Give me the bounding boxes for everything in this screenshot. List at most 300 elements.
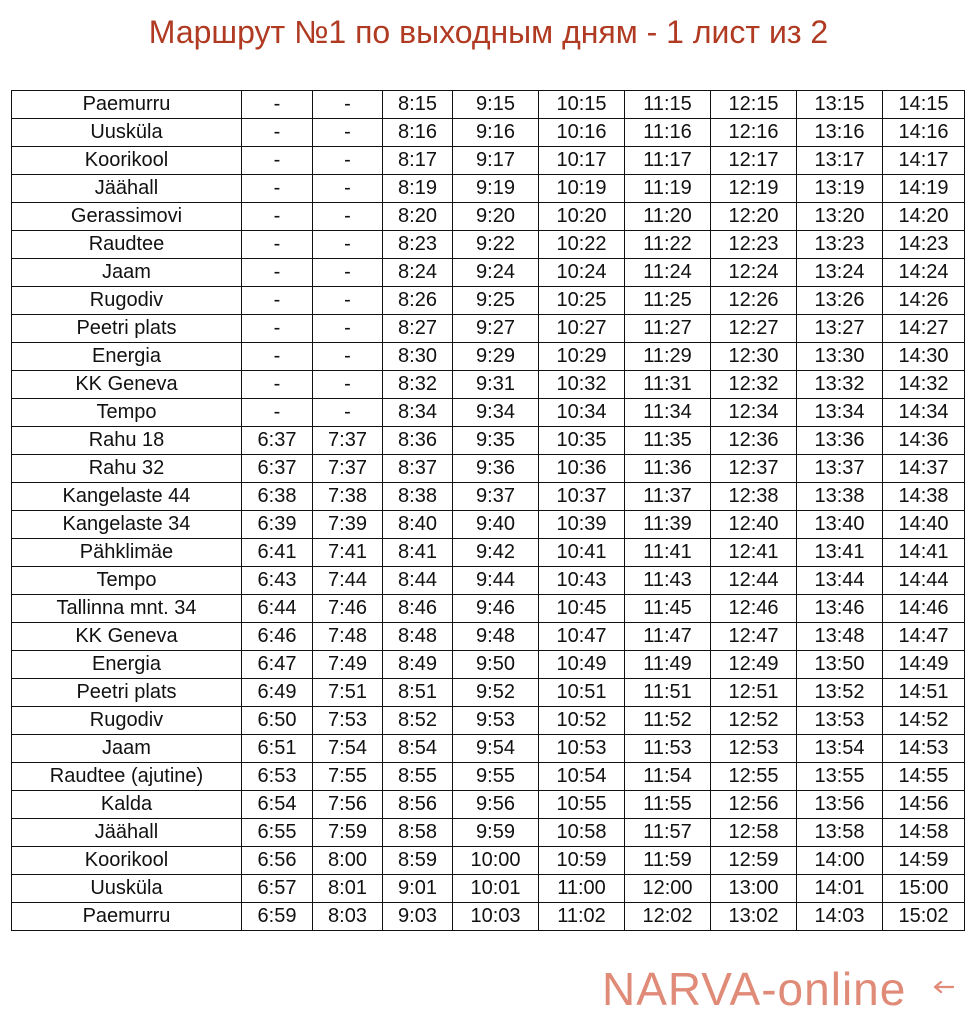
time-cell: 10:52 xyxy=(539,707,625,735)
time-cell: 13:52 xyxy=(797,679,883,707)
table-row xyxy=(12,231,965,259)
time-cell: 14:44 xyxy=(883,567,965,595)
table-row xyxy=(12,175,965,203)
time-cell: 13:37 xyxy=(797,455,883,483)
table-row xyxy=(12,371,965,399)
time-cell: 10:58 xyxy=(539,819,625,847)
time-cell: 9:48 xyxy=(453,623,539,651)
stop-name-cell: Koorikool xyxy=(12,847,242,875)
time-cell: 14:52 xyxy=(883,707,965,735)
time-cell: 12:27 xyxy=(711,315,797,343)
time-cell: 10:01 xyxy=(453,875,539,903)
time-cell: 12:37 xyxy=(711,455,797,483)
table-row xyxy=(12,287,965,315)
time-cell: 6:41 xyxy=(242,539,313,567)
time-cell: 14:26 xyxy=(883,287,965,315)
time-cell: 12:40 xyxy=(711,511,797,539)
time-cell: 8:52 xyxy=(383,707,453,735)
time-cell: 14:01 xyxy=(797,875,883,903)
time-cell: 12:34 xyxy=(711,399,797,427)
time-cell: 14:16 xyxy=(883,119,965,147)
time-cell: 13:55 xyxy=(797,763,883,791)
time-cell: 13:19 xyxy=(797,175,883,203)
time-cell: 14:38 xyxy=(883,483,965,511)
stop-name-cell: Paemurru xyxy=(12,91,242,119)
table-row xyxy=(12,875,965,903)
time-cell: 14:20 xyxy=(883,203,965,231)
time-cell: 11:54 xyxy=(625,763,711,791)
stop-name-cell: Tallinna mnt. 34 xyxy=(12,595,242,623)
time-cell: 11:27 xyxy=(625,315,711,343)
time-cell: 11:59 xyxy=(625,847,711,875)
time-cell: 9:25 xyxy=(453,287,539,315)
time-cell: 12:23 xyxy=(711,231,797,259)
time-cell: 8:01 xyxy=(313,875,383,903)
time-cell: 6:39 xyxy=(242,511,313,539)
time-cell: 7:55 xyxy=(313,763,383,791)
time-cell: 13:26 xyxy=(797,287,883,315)
time-cell: 10:17 xyxy=(539,147,625,175)
time-cell: 11:29 xyxy=(625,343,711,371)
time-cell: 10:36 xyxy=(539,455,625,483)
time-cell: - xyxy=(242,91,313,119)
stop-name-cell: Pähklimäe xyxy=(12,539,242,567)
time-cell: 11:24 xyxy=(625,259,711,287)
time-cell: 6:54 xyxy=(242,791,313,819)
time-cell: 9:59 xyxy=(453,819,539,847)
time-cell: 11:35 xyxy=(625,427,711,455)
stop-name-cell: Kangelaste 44 xyxy=(12,483,242,511)
time-cell: 10:59 xyxy=(539,847,625,875)
time-cell: 13:41 xyxy=(797,539,883,567)
time-cell: 6:37 xyxy=(242,427,313,455)
time-cell: 12:58 xyxy=(711,819,797,847)
time-cell: 9:50 xyxy=(453,651,539,679)
stop-name-cell: Uusküla xyxy=(12,875,242,903)
stop-name-cell: KK Geneva xyxy=(12,623,242,651)
time-cell: 11:34 xyxy=(625,399,711,427)
time-cell: 10:45 xyxy=(539,595,625,623)
time-cell: 10:43 xyxy=(539,567,625,595)
time-cell: 11:55 xyxy=(625,791,711,819)
table-row xyxy=(12,595,965,623)
time-cell: 11:19 xyxy=(625,175,711,203)
time-cell: 13:20 xyxy=(797,203,883,231)
time-cell: 13:16 xyxy=(797,119,883,147)
time-cell: 9:53 xyxy=(453,707,539,735)
table-row xyxy=(12,903,965,931)
time-cell: 6:55 xyxy=(242,819,313,847)
time-cell: 9:55 xyxy=(453,763,539,791)
time-cell: 14:59 xyxy=(883,847,965,875)
time-cell: 8:46 xyxy=(383,595,453,623)
time-cell: 6:43 xyxy=(242,567,313,595)
time-cell: 10:16 xyxy=(539,119,625,147)
time-cell: - xyxy=(313,91,383,119)
time-cell: 12:52 xyxy=(711,707,797,735)
time-cell: 8:16 xyxy=(383,119,453,147)
stop-name-cell: Peetri plats xyxy=(12,315,242,343)
time-cell: 12:46 xyxy=(711,595,797,623)
time-cell: 12:36 xyxy=(711,427,797,455)
time-cell: 12:15 xyxy=(711,91,797,119)
table-row xyxy=(12,91,965,119)
stop-name-cell: Rugodiv xyxy=(12,707,242,735)
time-cell: 10:51 xyxy=(539,679,625,707)
time-cell: 6:49 xyxy=(242,679,313,707)
time-cell: 11:43 xyxy=(625,567,711,595)
time-cell: 14:51 xyxy=(883,679,965,707)
time-cell: 14:46 xyxy=(883,595,965,623)
time-cell: 13:34 xyxy=(797,399,883,427)
table-row xyxy=(12,427,965,455)
time-cell: 13:54 xyxy=(797,735,883,763)
time-cell: 13:58 xyxy=(797,819,883,847)
time-cell: 8:49 xyxy=(383,651,453,679)
time-cell: 10:37 xyxy=(539,483,625,511)
time-cell: 8:38 xyxy=(383,483,453,511)
stop-name-cell: Uusküla xyxy=(12,119,242,147)
time-cell: 11:36 xyxy=(625,455,711,483)
time-cell: 6:37 xyxy=(242,455,313,483)
time-cell: 13:00 xyxy=(711,875,797,903)
time-cell: - xyxy=(242,399,313,427)
time-cell: 7:41 xyxy=(313,539,383,567)
table-row xyxy=(12,539,965,567)
stop-name-cell: Jäähall xyxy=(12,819,242,847)
table-row xyxy=(12,735,965,763)
table-row xyxy=(12,763,965,791)
time-cell: 14:19 xyxy=(883,175,965,203)
time-cell: - xyxy=(313,287,383,315)
stop-name-cell: Energia xyxy=(12,651,242,679)
time-cell: - xyxy=(242,315,313,343)
time-cell: 10:49 xyxy=(539,651,625,679)
table-row xyxy=(12,567,965,595)
time-cell: 7:46 xyxy=(313,595,383,623)
time-cell: 13:27 xyxy=(797,315,883,343)
time-cell: 11:02 xyxy=(539,903,625,931)
time-cell: 14:24 xyxy=(883,259,965,287)
table-row xyxy=(12,119,965,147)
time-cell: 14:15 xyxy=(883,91,965,119)
time-cell: 11:41 xyxy=(625,539,711,567)
time-cell: 13:15 xyxy=(797,91,883,119)
time-cell: 9:03 xyxy=(383,903,453,931)
schedule-table xyxy=(11,90,965,931)
table-row xyxy=(12,707,965,735)
time-cell: 14:27 xyxy=(883,315,965,343)
time-cell: 12:16 xyxy=(711,119,797,147)
time-cell: 8:40 xyxy=(383,511,453,539)
stop-name-cell: KK Geneva xyxy=(12,371,242,399)
time-cell: 12:26 xyxy=(711,287,797,315)
stop-name-cell: Tempo xyxy=(12,567,242,595)
table-row xyxy=(12,791,965,819)
time-cell: 14:56 xyxy=(883,791,965,819)
time-cell: 12:24 xyxy=(711,259,797,287)
time-cell: 11:17 xyxy=(625,147,711,175)
time-cell: 9:54 xyxy=(453,735,539,763)
time-cell: 10:22 xyxy=(539,231,625,259)
time-cell: 9:29 xyxy=(453,343,539,371)
time-cell: 8:03 xyxy=(313,903,383,931)
time-cell: 8:23 xyxy=(383,231,453,259)
time-cell: 14:53 xyxy=(883,735,965,763)
time-cell: 8:55 xyxy=(383,763,453,791)
time-cell: 14:41 xyxy=(883,539,965,567)
time-cell: 12:44 xyxy=(711,567,797,595)
time-cell: 10:39 xyxy=(539,511,625,539)
time-cell: - xyxy=(313,259,383,287)
time-cell: 6:50 xyxy=(242,707,313,735)
time-cell: 9:31 xyxy=(453,371,539,399)
time-cell: 14:55 xyxy=(883,763,965,791)
arrow-left-icon xyxy=(932,980,954,994)
time-cell: 8:24 xyxy=(383,259,453,287)
time-cell: - xyxy=(242,259,313,287)
time-cell: 13:36 xyxy=(797,427,883,455)
table-row xyxy=(12,651,965,679)
time-cell: - xyxy=(313,175,383,203)
time-cell: 10:54 xyxy=(539,763,625,791)
time-cell: 9:15 xyxy=(453,91,539,119)
time-cell: 9:17 xyxy=(453,147,539,175)
stop-name-cell: Energia xyxy=(12,343,242,371)
time-cell: 7:59 xyxy=(313,819,383,847)
time-cell: - xyxy=(242,175,313,203)
time-cell: 12:51 xyxy=(711,679,797,707)
time-cell: 10:53 xyxy=(539,735,625,763)
time-cell: 12:49 xyxy=(711,651,797,679)
time-cell: 8:19 xyxy=(383,175,453,203)
time-cell: 13:50 xyxy=(797,651,883,679)
stop-name-cell: Kangelaste 34 xyxy=(12,511,242,539)
time-cell: 10:34 xyxy=(539,399,625,427)
time-cell: - xyxy=(242,203,313,231)
time-cell: 9:22 xyxy=(453,231,539,259)
time-cell: 7:48 xyxy=(313,623,383,651)
time-cell: 14:49 xyxy=(883,651,965,679)
time-cell: - xyxy=(242,119,313,147)
time-cell: 8:56 xyxy=(383,791,453,819)
time-cell: 7:44 xyxy=(313,567,383,595)
table-row xyxy=(12,483,965,511)
time-cell: 13:53 xyxy=(797,707,883,735)
table-row xyxy=(12,455,965,483)
time-cell: - xyxy=(313,203,383,231)
time-cell: 9:20 xyxy=(453,203,539,231)
time-cell: - xyxy=(313,119,383,147)
time-cell: 9:42 xyxy=(453,539,539,567)
time-cell: 14:40 xyxy=(883,511,965,539)
logo-text: NARVA-online xyxy=(602,963,907,1015)
time-cell: 14:30 xyxy=(883,343,965,371)
time-cell: 9:24 xyxy=(453,259,539,287)
time-cell: 9:52 xyxy=(453,679,539,707)
time-cell: 12:17 xyxy=(711,147,797,175)
time-cell: 12:19 xyxy=(711,175,797,203)
time-cell: 8:26 xyxy=(383,287,453,315)
time-cell: 12:41 xyxy=(711,539,797,567)
time-cell: 13:17 xyxy=(797,147,883,175)
stop-name-cell: Jaam xyxy=(12,259,242,287)
time-cell: - xyxy=(242,343,313,371)
stop-name-cell: Raudtee (ajutine) xyxy=(12,763,242,791)
time-cell: 13:32 xyxy=(797,371,883,399)
time-cell: 8:32 xyxy=(383,371,453,399)
time-cell: 13:56 xyxy=(797,791,883,819)
time-cell: 9:27 xyxy=(453,315,539,343)
table-row xyxy=(12,259,965,287)
time-cell: 14:23 xyxy=(883,231,965,259)
time-cell: 7:56 xyxy=(313,791,383,819)
time-cell: 10:15 xyxy=(539,91,625,119)
table-row xyxy=(12,343,965,371)
time-cell: 12:59 xyxy=(711,847,797,875)
time-cell: 6:53 xyxy=(242,763,313,791)
stop-name-cell: Kalda xyxy=(12,791,242,819)
time-cell: 11:00 xyxy=(539,875,625,903)
time-cell: 10:35 xyxy=(539,427,625,455)
time-cell: 11:20 xyxy=(625,203,711,231)
time-cell: 7:49 xyxy=(313,651,383,679)
time-cell: 9:36 xyxy=(453,455,539,483)
time-cell: 10:27 xyxy=(539,315,625,343)
time-cell: 9:34 xyxy=(453,399,539,427)
stop-name-cell: Jaam xyxy=(12,735,242,763)
time-cell: 11:39 xyxy=(625,511,711,539)
time-cell: 14:58 xyxy=(883,819,965,847)
time-cell: 11:22 xyxy=(625,231,711,259)
time-cell: 8:54 xyxy=(383,735,453,763)
time-cell: 7:51 xyxy=(313,679,383,707)
time-cell: 9:35 xyxy=(453,427,539,455)
time-cell: 12:32 xyxy=(711,371,797,399)
time-cell: 12:47 xyxy=(711,623,797,651)
time-cell: 10:00 xyxy=(453,847,539,875)
time-cell: 13:46 xyxy=(797,595,883,623)
time-cell: 6:51 xyxy=(242,735,313,763)
time-cell: 15:02 xyxy=(883,903,965,931)
time-cell: 9:19 xyxy=(453,175,539,203)
stop-name-cell: Rahu 18 xyxy=(12,427,242,455)
time-cell: 10:24 xyxy=(539,259,625,287)
schedule-body xyxy=(12,91,965,931)
time-cell: 11:47 xyxy=(625,623,711,651)
time-cell: 12:55 xyxy=(711,763,797,791)
time-cell: - xyxy=(313,231,383,259)
time-cell: 14:32 xyxy=(883,371,965,399)
stop-name-cell: Koorikool xyxy=(12,147,242,175)
time-cell: 9:01 xyxy=(383,875,453,903)
time-cell: 8:34 xyxy=(383,399,453,427)
time-cell: 13:30 xyxy=(797,343,883,371)
time-cell: 11:52 xyxy=(625,707,711,735)
stop-name-cell: Raudtee xyxy=(12,231,242,259)
time-cell: 8:58 xyxy=(383,819,453,847)
page-title: Маршрут №1 по выходным дням - 1 лист из 2 xyxy=(148,14,829,50)
time-cell: 7:53 xyxy=(313,707,383,735)
stop-name-cell: Gerassimovi xyxy=(12,203,242,231)
time-cell: 14:36 xyxy=(883,427,965,455)
stop-name-cell: Paemurru xyxy=(12,903,242,931)
table-row xyxy=(12,819,965,847)
time-cell: - xyxy=(313,399,383,427)
time-cell: - xyxy=(313,147,383,175)
table-row xyxy=(12,679,965,707)
stop-name-cell: Jäähall xyxy=(12,175,242,203)
time-cell: 10:29 xyxy=(539,343,625,371)
time-cell: 12:53 xyxy=(711,735,797,763)
time-cell: 7:39 xyxy=(313,511,383,539)
time-cell: 10:25 xyxy=(539,287,625,315)
time-cell: 10:32 xyxy=(539,371,625,399)
time-cell: - xyxy=(313,371,383,399)
stop-name-cell: Peetri plats xyxy=(12,679,242,707)
time-cell: 6:57 xyxy=(242,875,313,903)
time-cell: 11:45 xyxy=(625,595,711,623)
time-cell: 11:25 xyxy=(625,287,711,315)
time-cell: 12:20 xyxy=(711,203,797,231)
time-cell: - xyxy=(242,147,313,175)
time-cell: 12:02 xyxy=(625,903,711,931)
time-cell: 8:48 xyxy=(383,623,453,651)
time-cell: 8:59 xyxy=(383,847,453,875)
time-cell: 11:57 xyxy=(625,819,711,847)
time-cell: 13:44 xyxy=(797,567,883,595)
time-cell: - xyxy=(242,231,313,259)
time-cell: 10:20 xyxy=(539,203,625,231)
time-cell: - xyxy=(313,343,383,371)
time-cell: 13:23 xyxy=(797,231,883,259)
time-cell: 11:37 xyxy=(625,483,711,511)
time-cell: 14:03 xyxy=(797,903,883,931)
time-cell: 10:41 xyxy=(539,539,625,567)
time-cell: 12:00 xyxy=(625,875,711,903)
table-row xyxy=(12,847,965,875)
time-cell: 10:47 xyxy=(539,623,625,651)
time-cell: 15:00 xyxy=(883,875,965,903)
table-row xyxy=(12,147,965,175)
time-cell: 13:48 xyxy=(797,623,883,651)
time-cell: 9:56 xyxy=(453,791,539,819)
time-cell: 14:34 xyxy=(883,399,965,427)
time-cell: 8:44 xyxy=(383,567,453,595)
time-cell: 6:44 xyxy=(242,595,313,623)
time-cell: 13:24 xyxy=(797,259,883,287)
stop-name-cell: Tempo xyxy=(12,399,242,427)
table-row xyxy=(12,203,965,231)
time-cell: - xyxy=(313,315,383,343)
time-cell: 7:37 xyxy=(313,455,383,483)
time-cell: 14:47 xyxy=(883,623,965,651)
time-cell: 6:46 xyxy=(242,623,313,651)
time-cell: 8:37 xyxy=(383,455,453,483)
time-cell: 8:20 xyxy=(383,203,453,231)
time-cell: 9:46 xyxy=(453,595,539,623)
table-row xyxy=(12,399,965,427)
table-row xyxy=(12,315,965,343)
time-cell: 11:49 xyxy=(625,651,711,679)
time-cell: 11:31 xyxy=(625,371,711,399)
time-cell: 8:41 xyxy=(383,539,453,567)
stop-name-cell: Rugodiv xyxy=(12,287,242,315)
time-cell: 9:37 xyxy=(453,483,539,511)
time-cell: 12:38 xyxy=(711,483,797,511)
time-cell: 6:38 xyxy=(242,483,313,511)
time-cell: 11:15 xyxy=(625,91,711,119)
